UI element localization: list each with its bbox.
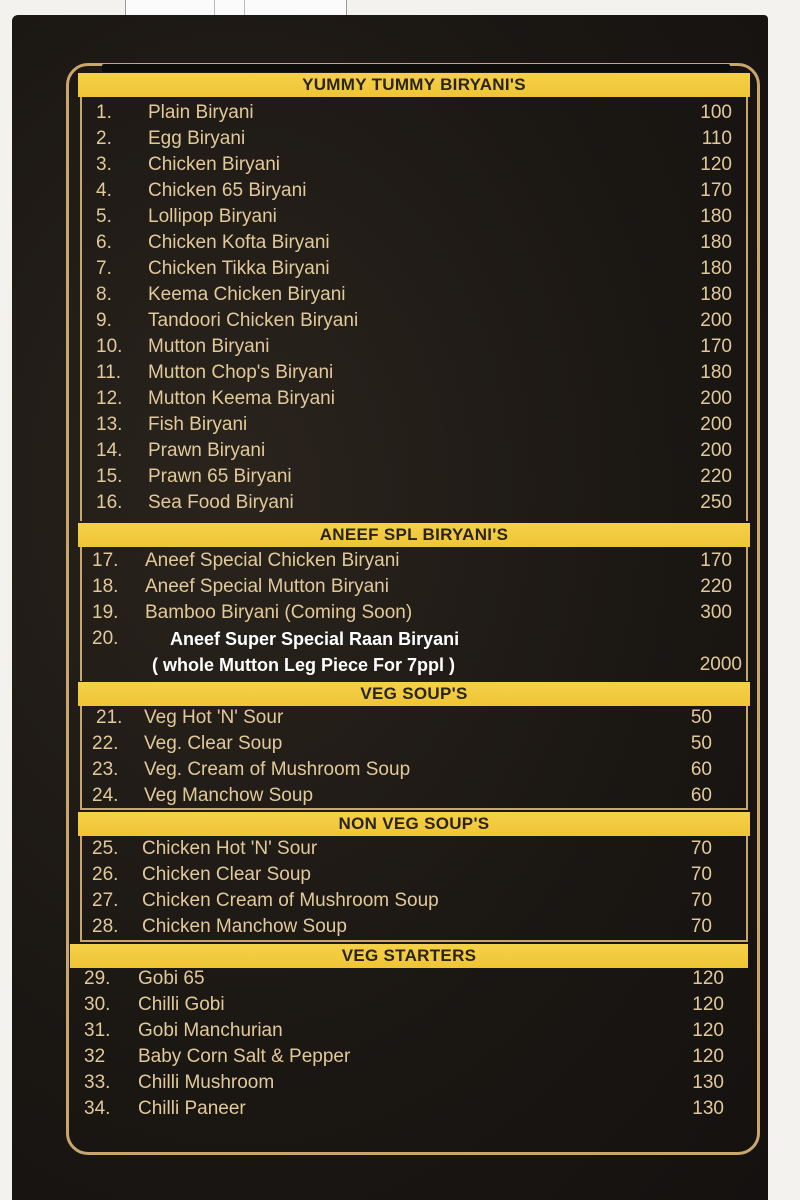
item-name: Aneef Special Chicken Biryani [145,550,400,571]
item-price: 70 [690,916,712,937]
section-header-aneef-spl-biryanis: ANEEF SPL BIRYANI'S [78,523,750,547]
item-name: Chicken Cream of Mushroom Soup [142,890,439,911]
menu-item [80,966,748,992]
item-price: 180 [700,284,732,305]
item-name: Baby Corn Salt & Pepper [138,1046,351,1067]
menu-item [82,256,746,282]
item-price: 180 [700,232,732,253]
item-price: 200 [700,310,732,331]
section-body-non-veg-soups [80,836,748,942]
item-name: Prawn Biryani [148,440,266,461]
item-price: 130 [692,1072,724,1093]
frame-top-bar [102,64,730,72]
item-price: 110 [701,128,732,149]
item-price: 50 [690,707,712,728]
item-name: Prawn 65 Biryani [148,466,292,487]
item-number: 6. [96,232,112,253]
item-number: 5. [96,206,112,227]
item-price: 50 [690,733,712,754]
item-number: 10. [96,336,123,357]
item-number: 13. [96,414,123,435]
item-price: 60 [690,759,712,780]
item-number: 33. [84,1072,111,1093]
item-name: Chilli Paneer [138,1098,246,1119]
item-price: 220 [700,576,732,597]
item-number: 2. [96,128,112,149]
item-price: 120 [692,994,724,1015]
item-number: 11. [96,362,122,383]
item-number: 34. [84,1098,111,1119]
item-price: 170 [700,180,732,201]
menu-item [82,914,746,940]
menu-item [82,438,746,464]
item-number: 29. [84,968,111,989]
menu-item [82,126,746,152]
item-price: 170 [700,336,732,357]
menu-item-special [82,626,746,652]
item-description: ( whole Mutton Leg Piece For 7ppl ) [152,655,456,675]
item-name: Chicken 65 Biryani [148,180,307,201]
paper-clip-edge [125,0,347,16]
menu-item [82,888,746,914]
item-name: Bamboo Biryani (Coming Soon) [145,602,413,623]
item-number: 31. [84,1020,111,1041]
item-number: 22. [92,733,119,754]
item-price: 60 [690,785,712,806]
item-price: 250 [700,492,732,513]
item-number: 30. [84,994,111,1015]
menu-item [82,490,746,516]
item-price: 2000 [699,654,742,675]
item-name: Mutton Chop's Biryani [148,362,334,383]
item-name: Aneef Special Mutton Biryani [145,576,389,597]
item-number: 26. [92,864,119,885]
section-header-veg-starters: VEG STARTERS [70,944,748,968]
item-name: Chilli Mushroom [138,1072,275,1093]
item-number: 27. [92,890,119,911]
item-name: Tandoori Chicken Biryani [148,310,359,331]
menu-item [82,412,746,438]
item-price: 70 [690,838,712,859]
section-body-veg-soups [80,706,748,810]
item-number: 14. [96,440,123,461]
menu-item [82,600,746,626]
menu-item [82,100,746,126]
menu-item [82,783,746,809]
item-name: Gobi 65 [138,968,205,989]
item-name: Plain Biryani [148,102,254,123]
menu-item [80,1070,748,1096]
item-name: Chicken Tikka Biryani [148,258,330,279]
menu-item [82,836,746,862]
item-number: 17. [92,550,119,571]
item-name: Chilli Gobi [138,994,225,1015]
menu-item [82,548,746,574]
menu-item [80,1018,748,1044]
item-name: Egg Biryani [148,128,246,149]
item-price: 180 [700,258,732,279]
menu-item [82,862,746,888]
item-name: Lollipop Biryani [148,206,277,227]
item-name: Veg. Cream of Mushroom Soup [144,759,411,780]
section-body-veg-starters [80,968,748,1128]
item-price: 180 [700,206,732,227]
menu-item [82,757,746,783]
menu-item [82,731,746,757]
menu-item-special-line2 [82,652,746,678]
menu-item [80,1096,748,1122]
item-number: 23. [92,759,119,780]
item-number: 25. [92,838,119,859]
item-name: Veg Hot 'N' Sour [144,707,284,728]
item-price: 200 [700,414,732,435]
item-price: 120 [692,968,724,989]
item-name: Gobi Manchurian [138,1020,283,1041]
item-price: 120 [700,154,732,175]
item-name: Fish Biryani [148,414,248,435]
menu-item [82,152,746,178]
item-name: Mutton Keema Biryani [148,388,335,409]
item-number: 1. [96,102,112,123]
item-price: 70 [690,864,712,885]
item-name: Aneef Super Special Raan Biryani [170,629,460,649]
menu-item [82,386,746,412]
item-number: 7. [96,258,112,279]
menu-item [82,230,746,256]
item-number: 3. [96,154,112,175]
section-header-non-veg-soups: NON VEG SOUP'S [78,812,750,836]
item-name: Chicken Kofta Biryani [148,232,330,253]
item-price: 170 [700,550,732,571]
item-price: 220 [700,466,732,487]
item-name: Chicken Clear Soup [142,864,311,885]
section-body-yummy-tummy-biryanis [80,97,748,521]
item-price: 200 [700,440,732,461]
item-number: 18. [92,576,119,597]
item-number: 19. [92,602,119,623]
menu-item [82,464,746,490]
item-price: 130 [692,1098,724,1119]
menu-item [82,308,746,334]
item-price: 180 [700,362,732,383]
item-name: Chicken Hot 'N' Sour [142,838,318,859]
item-name: Veg. Clear Soup [144,733,283,754]
item-name: Keema Chicken Biryani [148,284,346,305]
item-number: 15. [96,466,123,487]
item-name: Chicken Manchow Soup [142,916,347,937]
item-price: 120 [692,1046,724,1067]
menu-item [80,1044,748,1070]
menu-item [82,334,746,360]
item-number: 28. [92,916,119,937]
menu-item [82,204,746,230]
item-name: Sea Food Biryani [148,492,294,513]
item-number: 32 [84,1046,106,1067]
item-price: 300 [700,602,732,623]
section-header-yummy-tummy-biryanis: YUMMY TUMMY BIRYANI'S [78,73,750,97]
item-price: 120 [692,1020,724,1041]
item-number: 12. [96,388,123,409]
item-number: 8. [96,284,112,305]
item-name: Mutton Biryani [148,336,270,357]
item-number: 20. [92,628,119,649]
menu-item [82,574,746,600]
section-header-veg-soups: VEG SOUP'S [78,682,750,706]
menu-item [80,992,748,1018]
section-body-aneef-spl-biryanis [80,547,748,681]
item-number: 21. [96,707,123,728]
item-name: Chicken Biryani [148,154,280,175]
item-number: 4. [96,180,112,201]
item-number: 9. [96,310,112,331]
item-name: Veg Manchow Soup [144,785,314,806]
menu-item [82,282,746,308]
item-price: 70 [690,890,712,911]
item-price: 100 [700,102,732,123]
menu-item [82,705,746,731]
item-price: 200 [700,388,732,409]
item-number: 24. [92,785,119,806]
menu-item [82,360,746,386]
menu-item [82,178,746,204]
item-number: 16. [96,492,123,513]
